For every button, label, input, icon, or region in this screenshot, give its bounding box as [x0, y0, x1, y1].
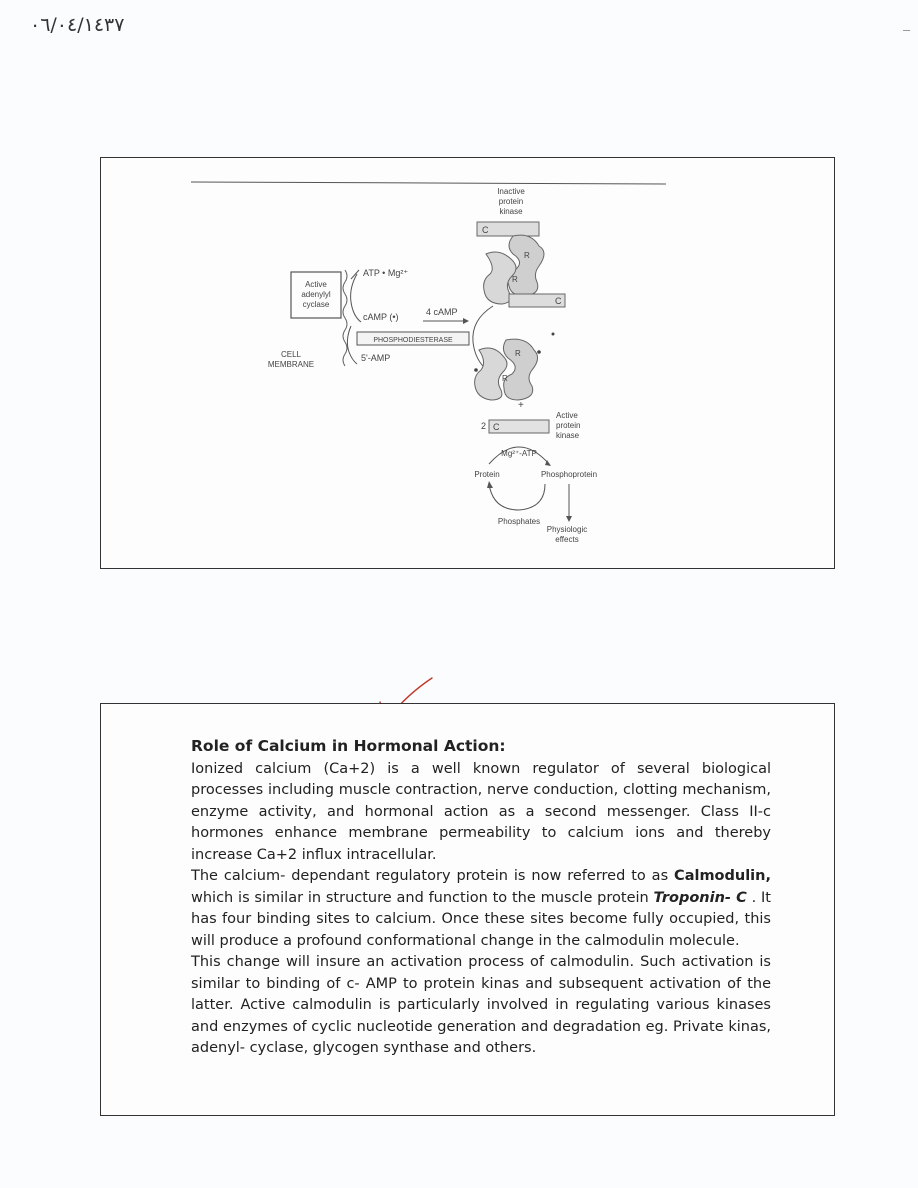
p2-text-a: The calcium- dependant regulatory protein is now referred to as	[191, 868, 675, 884]
phosphatase-arc	[489, 484, 545, 510]
cell-membrane-line	[343, 270, 347, 366]
cyclase-line2: adenylyl	[301, 290, 331, 299]
cyclase-line3: cyclase	[302, 300, 330, 309]
p2-text-b: which is similar in structure and function to the muscle protein	[191, 889, 654, 906]
atp-label: ATP • Mg²⁺	[363, 268, 409, 278]
inactive-kinase-line2: protein	[498, 197, 524, 206]
text-slide	[100, 703, 835, 1116]
physiologic-line1: Physiologic	[546, 525, 588, 534]
active-kinase-line3: kinase	[556, 431, 580, 440]
section-heading: Role of Calcium in Hormonal Action:	[191, 737, 506, 755]
physiologic-line2: effects	[555, 535, 579, 544]
inactive-kinase-line1: Inactive	[497, 187, 525, 196]
phosphatases-label: Phosphates	[497, 517, 541, 526]
cyclase-line1: Active	[305, 280, 327, 289]
protein-label: Protein	[474, 470, 500, 479]
plus-sign: +	[518, 400, 524, 411]
r-subunit-a: R	[524, 251, 530, 260]
r-subunit-b: R	[512, 275, 518, 284]
paragraph-2	[191, 866, 771, 952]
c-subunit-active: C	[493, 422, 500, 432]
camp-label: cAMP (•)	[363, 312, 399, 322]
diagram-slide	[100, 157, 835, 569]
paragraph-3: This change will insure an activation process of calmodulin. Such activation is similar to binding of c- AMP to protein kinas and subsequent activation of the latter. Active calmodulin is particularly involved in regulating various kinases and enzymes of cyclic nucleotide generation and degradation eg. Private kinas, adenyl- cyclase, glycogen synthase and others.	[191, 954, 771, 1056]
p2-text-c: . It has four binding sites to calcium. Once these sites become fully occupied, this will produce a profound conformational change in the calmodulin molecule.	[191, 889, 771, 949]
inactive-kinase-complex	[477, 222, 565, 307]
active-kinase-line1: Active	[556, 411, 578, 420]
camp-pathway-diagram	[101, 158, 834, 568]
inactive-kinase-line3: kinase	[499, 207, 523, 216]
page-date: ٠٦/٠٤/١٤٣٧	[30, 14, 125, 36]
diagram-top-rule	[191, 182, 666, 184]
cell-membrane-line2: MEMBRANE	[267, 360, 315, 369]
r-subunit-d: R	[502, 374, 508, 383]
c-subunit-top: C	[482, 225, 489, 235]
calmodulin-term: Calmodulin,	[674, 868, 771, 884]
troponin-term: Troponin- C	[653, 889, 747, 906]
margin-mark	[903, 30, 910, 31]
r-subunit-c: R	[515, 349, 521, 358]
four-camp-label: 4 cAMP	[426, 307, 458, 317]
phosphoprotein-label: Phosphoprotein	[540, 470, 598, 479]
cell-membrane-line1: CELL	[280, 350, 302, 359]
phosphodiesterase-label: PHOSPHODIESTERASE	[373, 337, 453, 344]
c-subunit-bottom: C	[555, 296, 562, 306]
active-kinase-line2: protein	[556, 421, 581, 430]
two-c-count: 2	[481, 421, 487, 431]
five-amp-label: 5'-AMP	[361, 353, 391, 363]
paragraph-1: Ionized calcium (Ca+2) is a well known regulator of several biological processes including muscle contraction, nerve conduction, clotting mechanism, enzyme activity, and hormonal action as a second messenger. Class II-c hormones enhance membrane permeability to calcium ions and thereby increase Ca+2 influx intracellular.	[191, 760, 771, 863]
mg-atp-label: Mg²⁺-ATP	[501, 449, 537, 458]
regulatory-dimer	[474, 333, 554, 401]
text-content	[191, 736, 771, 1060]
